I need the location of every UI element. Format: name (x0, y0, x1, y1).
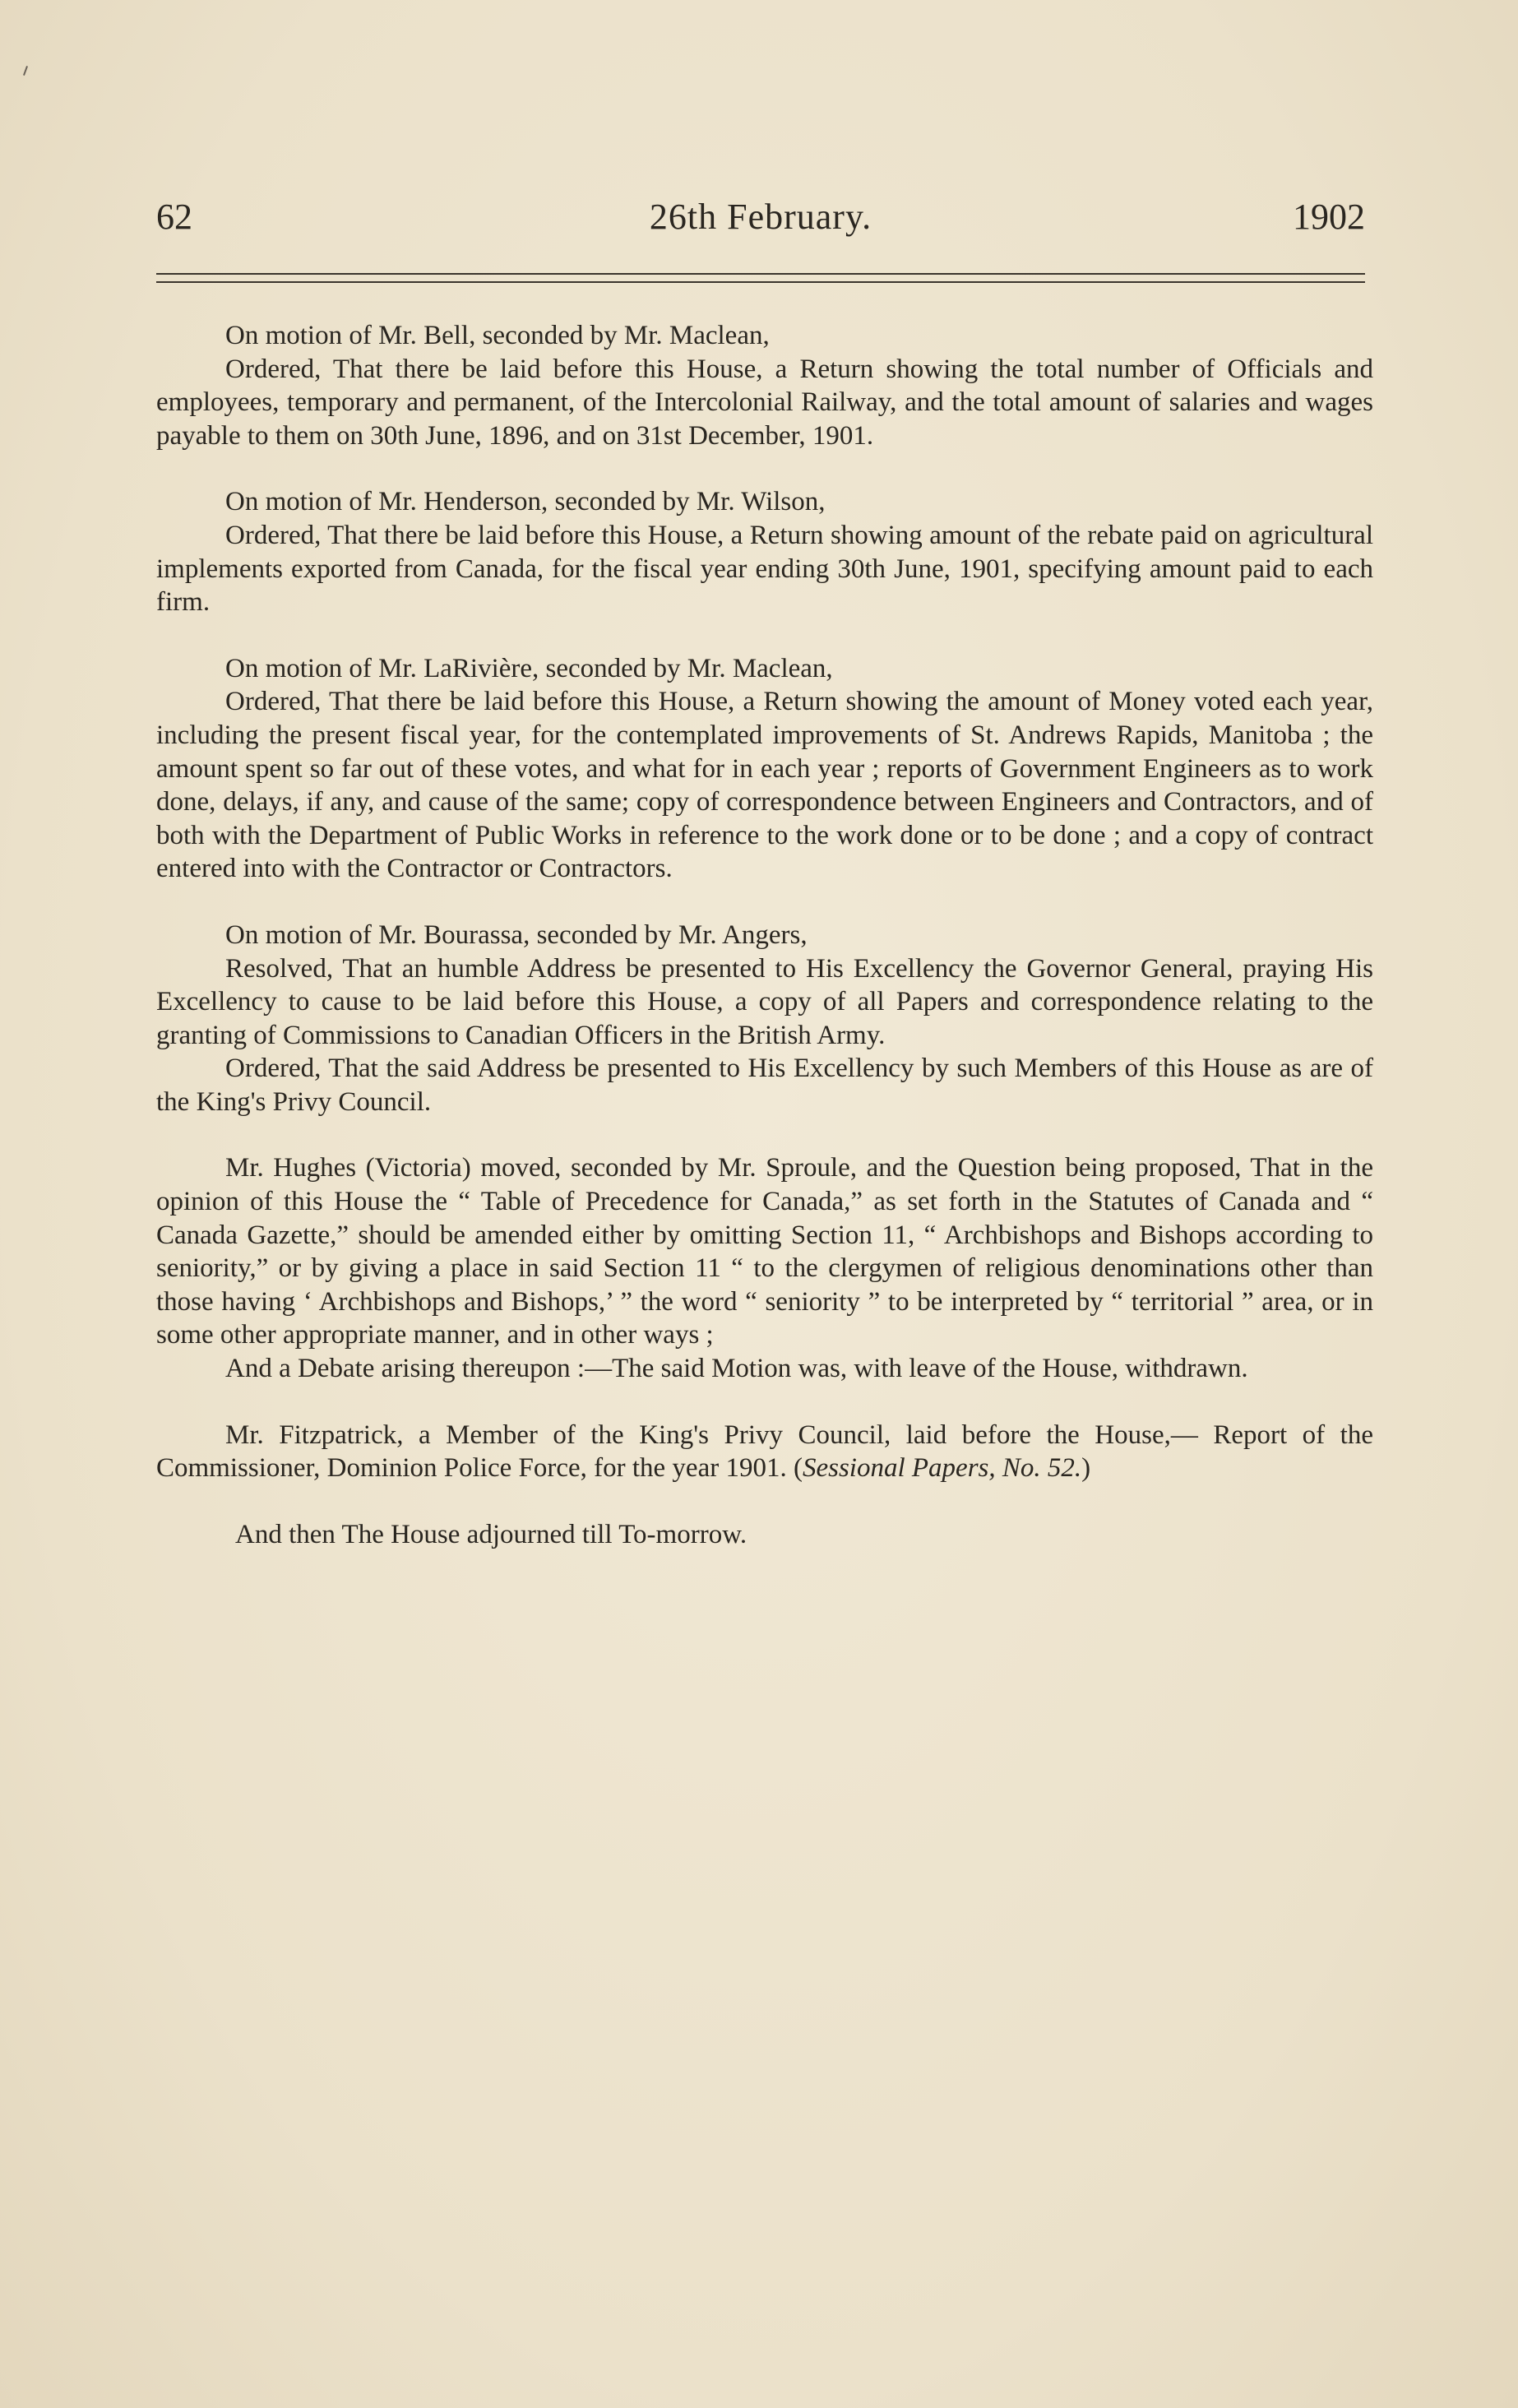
report-main: Mr. Fitzpatrick, a Member of the King's Privy Council, laid before the House,— Report of the Commissioner, Dominion Police Force, for the year 1901. ( (156, 1419, 1373, 1484)
page-number: 62 (156, 197, 192, 237)
stray-mark (23, 66, 28, 76)
sessional-papers-ref: Sessional Papers, No. 52. (802, 1453, 1082, 1484)
debate-text: And a Debate arising thereupon :—The said Motion was, with leave of the House, withdrawn. (225, 1354, 1248, 1384)
entry-lariviere-motion (156, 652, 1373, 886)
report-close: ) (1081, 1453, 1091, 1484)
order-text: Ordered, That there be laid before this House, a Return showing the total number of Officials and employees, temporary and permanent, of the Intercolonial Railway, and the total amount of salaries and wages payable to them on 30th June, 1896, and on 31st December, 1901. (156, 354, 1373, 451)
entry-bourassa-motion (156, 919, 1373, 1119)
motion-line: On motion of Mr. Bourassa, seconded by Mr. Angers, (225, 919, 808, 950)
header-rule-bottom (156, 281, 1365, 283)
header-rule-top (156, 273, 1365, 275)
order-text: Ordered, That there be laid before this House, a Return showing amount of the rebate paid on agricultural implements exported from Canada, for the fiscal year ending 30th June, 1901, specifying amount paid to each firm. (156, 520, 1373, 618)
page-header (156, 196, 1365, 253)
adjournment-line: And then The House adjourned till To-morrow. (235, 1519, 747, 1549)
header-year: 1902 (1293, 197, 1365, 237)
entry-bell-motion (156, 319, 1373, 452)
motion-text: Mr. Hughes (Victoria) moved, seconded by Mr. Sproule, and the Question being proposed, That in the opinion of this House the “ Table of Precedence for Canada,” as set forth in the Statutes of Canada and “ Canada Gazette,” should be amended either by omitting Section 11, “ Archbishops and Bishops according to seniority,” or by giving a place in said Section 11 “ to the clergymen of religious denominations other than those having ‘ Archbishops and Bishops,’ ” the word “ seniority ” to be interpreted by “ territorial ” area, or in some other appropriate manner, and in other ways ; (156, 1153, 1373, 1350)
order-text: Ordered, That the said Address be presented to His Excellency by such Members of this House as are of the King's Privy Council. (156, 1054, 1373, 1117)
motion-line: On motion of Mr. LaRivière, seconded by Mr. Maclean, (225, 653, 833, 683)
motion-line: On motion of Mr. Bell, seconded by Mr. Maclean, (225, 321, 770, 350)
motion-line: On motion of Mr. Henderson, seconded by Mr. Wilson, (225, 487, 826, 517)
entry-henderson-motion (156, 485, 1373, 618)
report-text (156, 1419, 1373, 1485)
journal-body (156, 319, 1373, 1551)
order-text: Ordered, That there be laid before this House, a Return showing the amount of Money voted each year, including the present fiscal year, for the contemplated improvements of St. Andrews Rapids, Manitoba ; the amount spent so far out of these votes, and what for in each year ; reports of Government Engineers as to work done, delays, if any, and cause of the same; copy of correspondence between Engineers and Contractors, and of both with the Department of Public Works in reference to the work done or to be done ; and a copy of contract entered into with the Contractor or Contractors. (156, 687, 1373, 884)
resolution-text: Resolved, That an humble Address be presented to His Excellency the Governor General, praying His Excellency to cause to be laid before this House, a copy of all Papers and correspondence relating to the granting of Commissions to Canadian Officers in the British Army. (156, 953, 1373, 1050)
entry-fitzpatrick-report (156, 1419, 1373, 1485)
running-title: 26th February. (649, 197, 872, 237)
entry-hughes-motion (156, 1151, 1373, 1385)
